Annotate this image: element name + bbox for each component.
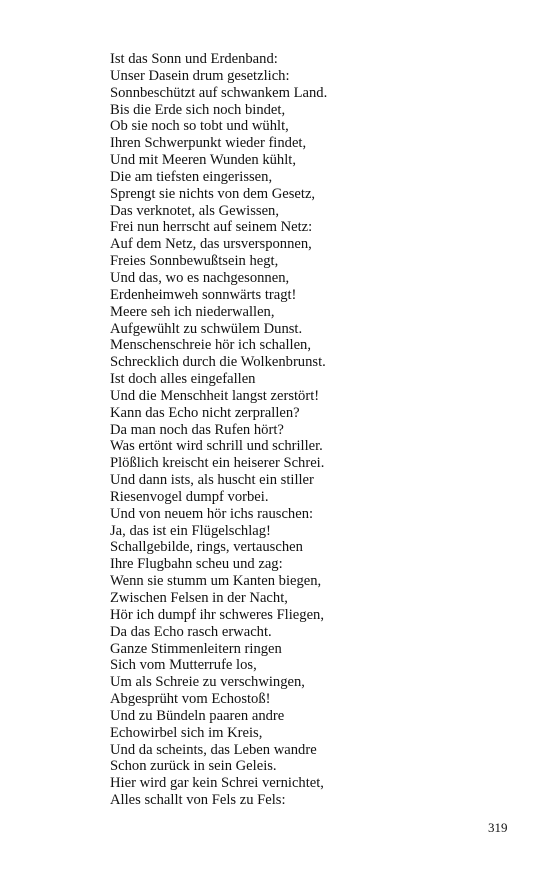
poem-line: Bis die Erde sich noch bindet,: [110, 101, 286, 118]
poem-line: Meere seh ich niederwallen,: [110, 303, 275, 320]
poem-line: Unser Dasein drum gesetzlich:: [110, 67, 290, 84]
poem-line: Freies Sonnbewußtsein hegt,: [110, 253, 279, 270]
poem-line: Ihre Flugbahn scheu und zag:: [110, 556, 283, 573]
poem-line: Auf dem Netz, das ursversponnen,: [110, 236, 312, 253]
poem-line: Menschenschreie hör ich schallen,: [110, 337, 311, 354]
poem-line: Ist das Sonn und Erdenband:: [110, 51, 278, 67]
poem-line: Was ertönt wird schrill und schriller.: [110, 438, 323, 455]
poem-line: Und da scheints, das Leben wandre: [110, 741, 317, 758]
poem-line: Und mit Meeren Wunden kühlt,: [110, 152, 296, 169]
poem-line: Ist doch alles eingefallen: [110, 371, 256, 388]
poem-line: Und die Menschheit langst zerstört!: [110, 387, 320, 404]
poem-line: Echowirbel sich im Kreis,: [110, 724, 263, 741]
poem-line: Sprengt sie nichts von dem Gesetz,: [110, 185, 316, 202]
poem-line: Schallgebilde, rings, vertauschen: [110, 539, 303, 556]
poem-line: Ob sie noch so tobt und wühlt,: [110, 118, 289, 135]
poem-line: Da man noch das Rufen hört?: [110, 421, 284, 438]
poem-line: Sonnbeschützt auf schwankem Land.: [110, 84, 328, 101]
poem-line: Alles schallt von Fels zu Fels:: [110, 792, 286, 809]
poem-line: Sich vom Mutterrufe los,: [110, 657, 257, 674]
poem-line: Ihren Schwerpunkt wieder findet,: [110, 135, 307, 152]
poem-line: Plößlich kreischt ein heiserer Schrei.: [110, 455, 325, 472]
poem-line: Frei nun herrscht auf seinem Netz:: [110, 219, 313, 236]
poem-line: Und von neuem hör ichs rauschen:: [110, 505, 314, 522]
poem-line: Ganze Stimmenleitern ringen: [110, 640, 282, 657]
poem-line: Hör ich dumpf ihr schweres Fliegen,: [110, 606, 324, 623]
poem-text: [110, 51, 327, 809]
poem-line: Zwischen Felsen in der Nacht,: [110, 590, 288, 606]
poem-line: Um als Schreie zu verschwingen,: [110, 674, 305, 691]
poem-line: Schon zurück in sein Geleis.: [110, 758, 277, 775]
poem-line: Wenn sie stumm um Kanten biegen,: [110, 573, 322, 590]
poem-line: Riesenvogel dumpf vorbei.: [110, 488, 269, 505]
page-number: 319: [488, 820, 508, 835]
poem-line: Da das Echo rasch erwacht.: [110, 623, 272, 640]
poem-line: Und dann ists, als huscht ein stiller: [110, 472, 314, 489]
poem-line: Aufgewühlt zu schwülem Dunst.: [110, 320, 303, 337]
poem-line: Kann das Echo nicht zerprallen?: [110, 404, 300, 421]
poem-line: Ja, das ist ein Flügelschlag!: [110, 522, 271, 539]
poem-line: Schrecklich durch die Wolkenbrunst.: [110, 354, 326, 371]
poem-line: Die am tiefsten eingerissen,: [110, 168, 273, 185]
poem-line: Abgesprüht vom Echostoß!: [110, 691, 271, 708]
poem-line: Das verknotet, als Gewissen,: [110, 202, 280, 219]
poem-line: Und das, wo es nachgesonnen,: [110, 269, 290, 286]
poem-line: Erdenheimweh sonnwärts tragt!: [110, 286, 297, 303]
poem-line: Und zu Bündeln paaren andre: [110, 707, 285, 724]
poem-line: Hier wird gar kein Schrei vernichtet,: [110, 775, 324, 792]
